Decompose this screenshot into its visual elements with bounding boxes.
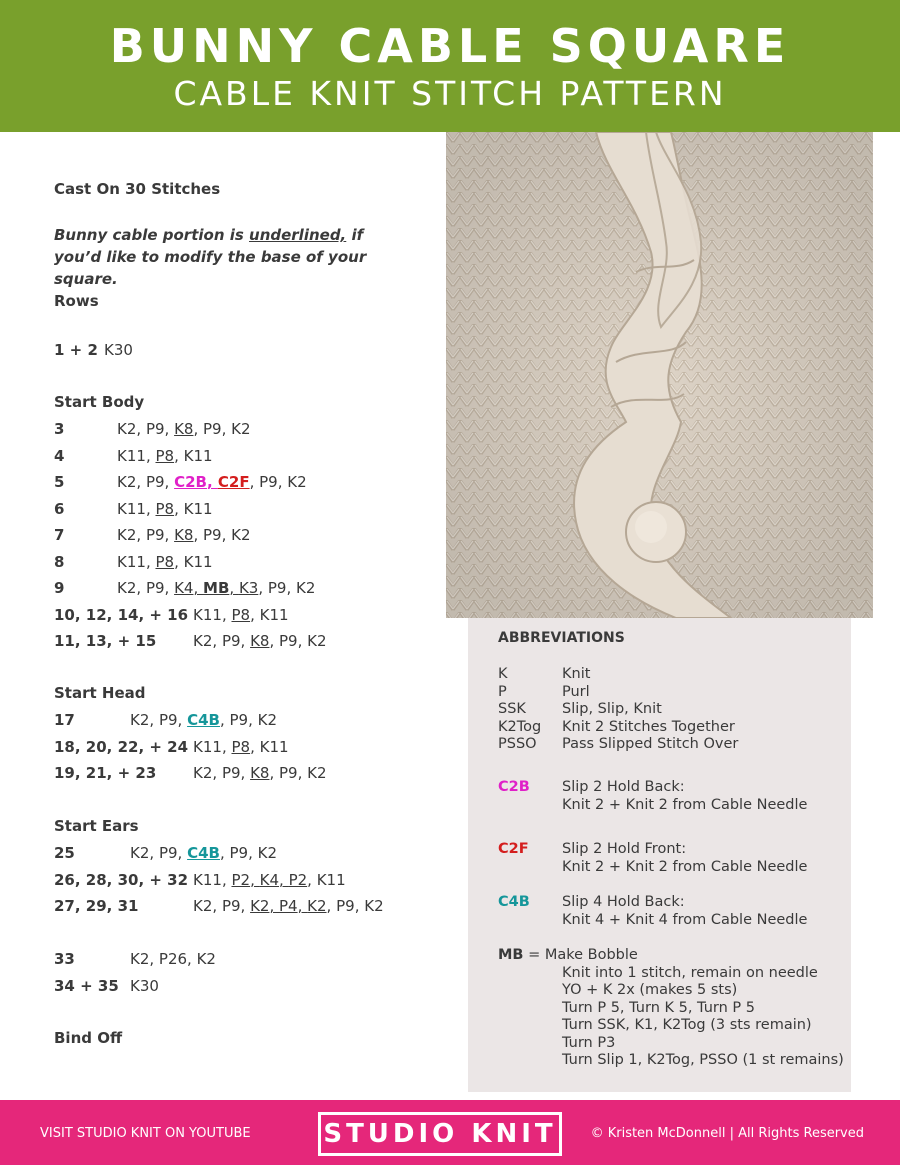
- abbr-value: Pass Slipped Stitch Over: [562, 736, 739, 752]
- abbr-key-mb: MB: [498, 947, 524, 963]
- row-3: [54, 419, 251, 439]
- row-19-21-23: [54, 763, 327, 783]
- row-stitches: K2, P9, C4B, P9, K2: [130, 711, 278, 729]
- row-stitches: K2, P9, C2B, C2F, P9, K2: [117, 473, 307, 491]
- knit-texture-image: [446, 132, 873, 618]
- abbr-key-c2b: C2B: [498, 779, 530, 795]
- page-subtitle: CABLE KNIT STITCH PATTERN: [173, 74, 727, 113]
- row-4: [54, 446, 213, 466]
- row-17: [54, 710, 278, 730]
- row-number: 26, 28, 30, + 32: [54, 871, 189, 889]
- row-number: 3: [54, 420, 65, 438]
- youtube-link[interactable]: VISIT STUDIO KNIT ON YOUTUBE: [40, 1126, 251, 1141]
- row-stitches: K30: [104, 341, 133, 359]
- abbr-value: Knit 2 + Knit 2 from Cable Needle: [562, 796, 808, 813]
- row-stitches: K30: [130, 977, 159, 995]
- row-1-2: [54, 340, 133, 360]
- abbr-item: [498, 683, 590, 702]
- row-number: 18, 20, 22, + 24: [54, 738, 189, 756]
- row-number: 10, 12, 14, + 16: [54, 606, 189, 624]
- start-body-heading: Start Body: [54, 393, 145, 411]
- abbr-mb: [498, 947, 638, 965]
- row-10-12-14-16: [54, 605, 289, 625]
- note-text-1: Bunny cable portion is: [54, 226, 250, 244]
- row-5: [54, 472, 307, 492]
- row-number: 8: [54, 553, 65, 571]
- abbr-key: PSSO: [498, 736, 537, 752]
- row-11-13-15: [54, 631, 327, 651]
- row-33: [54, 949, 216, 969]
- abbreviations-panel: ABBREVIATIONS K Knit P Purl SSK Slip, Slip, Knit K2Tog Knit 2 Stitches Together PSSO Pass Slipped Stitch Over C2B Slip 2 Hold Back: Knit 2 + Knit 2 from Cable Needle C2F Slip 2 Hold Front: Knit 2 + Knit 2 from Cable Needle C4B Slip 4 Hold Back: Knit 4 + Knit 4 from Cable Needle MB = Make Bobble Knit into 1 stitch, remain on needle YO + K 2x (makes 5 sts) Turn P 5, Turn K 5, Turn P 5 Turn SSK, K1, K2Tog (3 sts remain) Turn P3 Turn Slip 1, K2Tog, PSSO (1 st remains): [468, 618, 851, 1092]
- row-18-20-22-24: [54, 737, 289, 757]
- row-number: 27, 29, 31: [54, 897, 139, 915]
- abbr-item: [498, 666, 591, 684]
- abbr-value: Slip 2 Hold Back:: [562, 779, 685, 795]
- row-26-28-30-32: [54, 870, 346, 890]
- row-number: 33: [54, 950, 75, 968]
- abbr-key: P: [498, 683, 507, 700]
- row-stitches: K11, P8, K11: [117, 500, 213, 518]
- row-number: 9: [54, 579, 65, 597]
- note-underlined-text: underlined,: [249, 226, 347, 244]
- page-title: BUNNY CABLE SQUARE: [109, 19, 791, 73]
- row-34-35: [54, 976, 159, 996]
- row-number: 7: [54, 526, 65, 544]
- row-stitches: K2, P26, K2: [130, 950, 216, 968]
- row-stitches: K2, P9, K2, P4, K2, P9, K2: [193, 897, 384, 915]
- row-stitches: K11, P8, K11: [117, 447, 213, 465]
- abbreviations-title: ABBREVIATIONS: [498, 630, 625, 646]
- row-6: [54, 499, 213, 519]
- row-stitches: K2, P9, K4, MB, K3, P9, K2: [117, 579, 316, 597]
- row-number: 1 + 2: [54, 341, 98, 359]
- note-text-2: if you’d like to modify the base of your square.: [54, 226, 367, 288]
- abbr-item: [498, 736, 739, 754]
- row-number: 25: [54, 844, 75, 862]
- row-number: 19, 21, + 23: [54, 764, 157, 782]
- row-stitches: K2, P9, K8, P9, K2: [117, 420, 251, 438]
- bunny-note: [54, 224, 414, 290]
- footer-bar: [0, 1100, 900, 1165]
- row-7: [54, 525, 251, 545]
- abbr-key: K: [498, 666, 508, 682]
- rows-heading: Rows: [54, 292, 99, 310]
- abbr-key-c2f: C2F: [498, 841, 529, 857]
- row-8: [54, 552, 213, 572]
- abbr-mb-label: = Make Bobble: [523, 947, 638, 963]
- row-stitches: K2, P9, C4B, P9, K2: [130, 844, 278, 862]
- bunny-cable-photo: [446, 132, 873, 618]
- start-head-heading: Start Head: [54, 684, 146, 702]
- abbr-c2f: [498, 841, 687, 859]
- row-number: 4: [54, 447, 65, 465]
- abbr-key-c4b: C4B: [498, 894, 530, 910]
- abbr-c4b: [498, 894, 685, 912]
- row-number: 17: [54, 711, 75, 729]
- abbr-value: Slip 2 Hold Front:: [562, 841, 687, 857]
- abbr-key: K2Tog: [498, 718, 542, 735]
- abbr-item: [498, 718, 735, 737]
- abbr-c2b: [498, 779, 685, 797]
- abbr-value: Knit: [562, 666, 591, 682]
- row-number: 5: [54, 473, 65, 491]
- row-number: 34 + 35: [54, 977, 119, 995]
- row-stitches: K11, P8, K11: [193, 738, 289, 756]
- abbr-value: Knit 4 + Knit 4 from Cable Needle: [562, 911, 808, 928]
- row-stitches: K2, P9, K8, P9, K2: [117, 526, 251, 544]
- row-9: [54, 578, 316, 598]
- copyright-text: © Kristen McDonnell | All Rights Reserved: [590, 1126, 864, 1141]
- abbr-value: Knit 2 + Knit 2 from Cable Needle: [562, 858, 808, 875]
- row-stitches: K2, P9, K8, P9, K2: [193, 764, 327, 782]
- row-number: 11, 13, + 15: [54, 632, 157, 650]
- abbr-value: Knit 2 Stitches Together: [562, 718, 735, 735]
- row-stitches: K11, P8, K11: [117, 553, 213, 571]
- abbr-value: Slip 4 Hold Back:: [562, 894, 685, 910]
- start-ears-heading: Start Ears: [54, 817, 139, 835]
- row-25: [54, 843, 278, 863]
- bind-off-heading: Bind Off: [54, 1029, 123, 1047]
- row-stitches: K11, P8, K11: [193, 606, 289, 624]
- abbr-value: Slip, Slip, Knit: [562, 701, 662, 717]
- abbr-key: SSK: [498, 701, 526, 717]
- row-stitches: K2, P9, K8, P9, K2: [193, 632, 327, 650]
- row-stitches: K11, P2, K4, P2, K11: [193, 871, 346, 889]
- row-number: 6: [54, 500, 65, 518]
- abbr-item: [498, 701, 662, 719]
- cast-on-heading: Cast On 30 Stitches: [54, 180, 221, 198]
- row-27-29-31: [54, 896, 384, 916]
- studio-knit-logo: STUDIO KNIT: [318, 1112, 562, 1156]
- header-banner: [0, 0, 900, 132]
- abbr-value: Purl: [562, 683, 590, 700]
